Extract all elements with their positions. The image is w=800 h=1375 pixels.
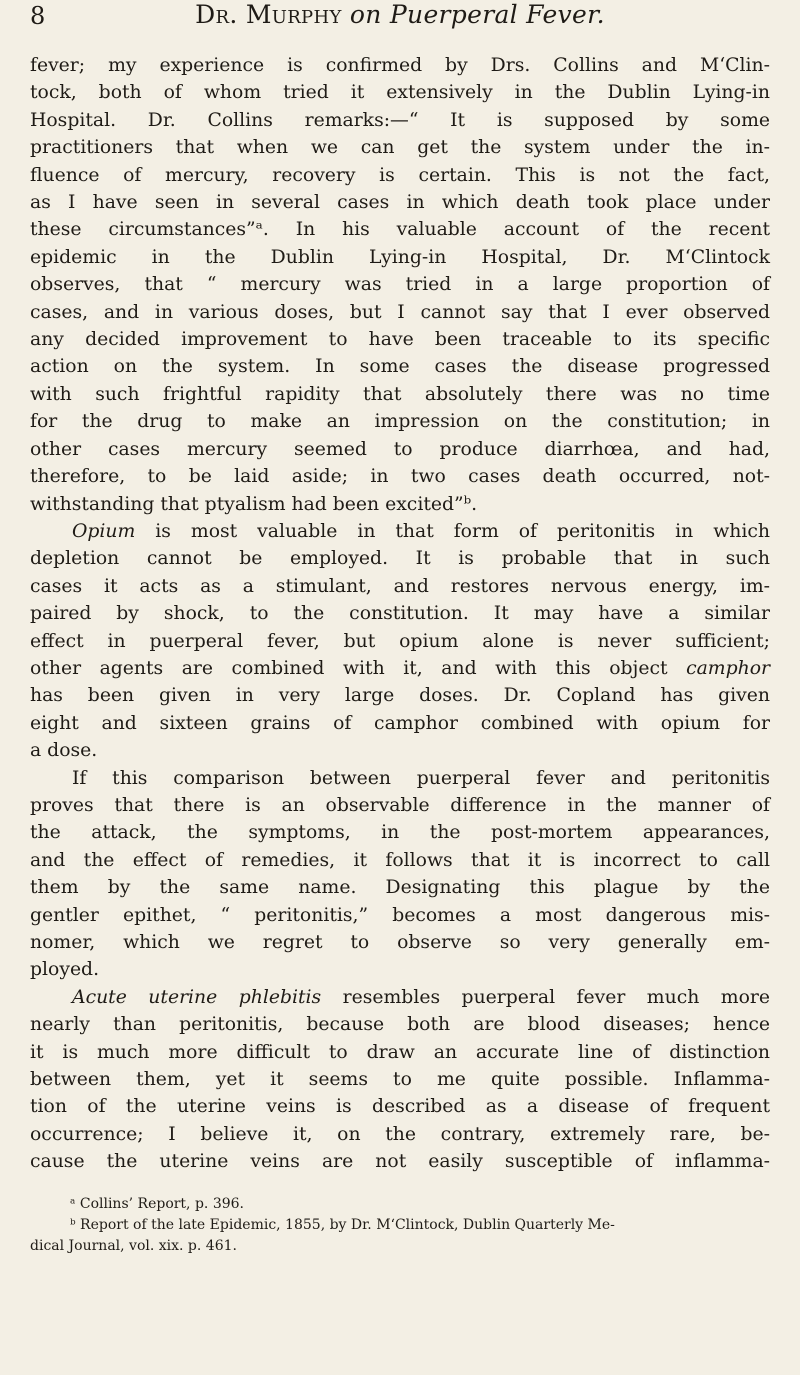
text-line: withstanding that ptyalism had been excited”ᵇ.	[30, 493, 478, 515]
text-line: other agents are combined with it, and with this object camphor	[30, 657, 770, 679]
text-line: has been given in very large doses. Dr. Copland has given	[30, 685, 770, 707]
text-line: tock, both of whom tried it extensively in the Dublin Lying-in	[30, 82, 770, 104]
text-line: between them, yet it seems to me quite possible. Inflamma-	[30, 1069, 770, 1091]
text-line: depletion cannot be employed. It is probable that in such	[30, 548, 770, 570]
footnotes	[30, 1194, 770, 1257]
text-line: it is much more difficult to draw an accurate line of distinction	[30, 1041, 770, 1063]
text-line: any decided improvement to have been traceable to its specific	[30, 329, 770, 351]
text-line: Acute uterine phlebitis resembles puerperal fever much more	[72, 986, 770, 1008]
header-title: Puerperal Fever.	[389, 0, 605, 29]
text-line: paired by shock, to the constitution. It may have a similar	[30, 603, 770, 625]
text-line: with such frightful rapidity that absolutely there was no time	[30, 383, 770, 405]
text-line: as I have seen in several cases in which death took place under	[30, 192, 770, 214]
body-text	[30, 52, 770, 1176]
header-author: Dr. Murphy	[195, 0, 342, 29]
text-line: these circumstances”ᵃ. In his valuable account of the recent	[30, 219, 770, 241]
text-line: Hospital. Dr. Collins remarks:—“ It is supposed by some	[30, 109, 770, 131]
text-line: the attack, the symptoms, in the post-mortem appearances,	[30, 822, 770, 844]
page	[30, 0, 770, 1257]
text-line: for the drug to make an impression on the constitution; in	[30, 411, 770, 433]
text-line: epidemic in the Dublin Lying-in Hospital, Dr. M‘Clintock	[30, 246, 770, 268]
running-title	[30, 0, 770, 29]
text-line: and the effect of remedies, it follows that it is incorrect to call	[30, 849, 770, 871]
text-line: proves that there is an observable difference in the manner of	[30, 794, 770, 816]
text-line: gentler epithet, “ peritonitis,” becomes a most dangerous mis-	[30, 904, 770, 926]
footnote-b-continued: dical Journal, vol. xix. p. 461.	[30, 1237, 237, 1254]
running-header	[30, 0, 770, 34]
text-line: ployed.	[30, 959, 100, 981]
text-line: occurrence; I believe it, on the contrary, extremely rare, be-	[30, 1123, 770, 1145]
text-line: cases, and in various doses, but I cannot say that I ever observed	[30, 301, 770, 323]
text-line: action on the system. In some cases the disease progressed	[30, 356, 770, 378]
footnote-a: ᵃ Collins’ Report, p. 396.	[70, 1195, 244, 1212]
text-line: practitioners that when we can get the system under the in-	[30, 137, 770, 159]
text-line: tion of the uterine veins is described as a disease of frequent	[30, 1096, 770, 1118]
text-line: If this comparison between puerperal fever and peritonitis	[72, 767, 770, 789]
text-line: cases it acts as a stimulant, and restores nervous energy, im-	[30, 575, 770, 597]
text-line: effect in puerperal fever, but opium alone is never sufficient;	[30, 630, 770, 652]
header-on: on	[349, 0, 382, 29]
text-line: therefore, to be laid aside; in two cases death occurred, not-	[30, 466, 770, 488]
text-line: Opium is most valuable in that form of peritonitis in which	[72, 520, 770, 542]
text-line: fever; my experience is confirmed by Drs. Collins and M‘Clin-	[30, 55, 770, 76]
text-line: nearly than peritonitis, because both are blood diseases; hence	[30, 1014, 770, 1036]
text-line: cause the uterine veins are not easily susceptible of inflamma-	[30, 1151, 770, 1173]
text-line: observes, that “ mercury was tried in a large proportion of	[30, 274, 770, 296]
text-line: eight and sixteen grains of camphor combined with opium for	[30, 712, 770, 734]
text-line: nomer, which we regret to observe so very generally em-	[30, 932, 770, 953]
text-line: them by the same name. Designating this plague by the	[30, 877, 770, 899]
page-number: 8	[30, 2, 46, 30]
text-line: other cases mercury seemed to produce diarrhœa, and had,	[30, 438, 770, 460]
footnote-b: ᵇ Report of the late Epidemic, 1855, by Dr. M‘Clintock, Dublin Quarterly Me-	[70, 1216, 615, 1233]
text-line: fluence of mercury, recovery is certain. This is not the fact,	[30, 164, 770, 186]
text-line: a dose.	[30, 740, 98, 762]
